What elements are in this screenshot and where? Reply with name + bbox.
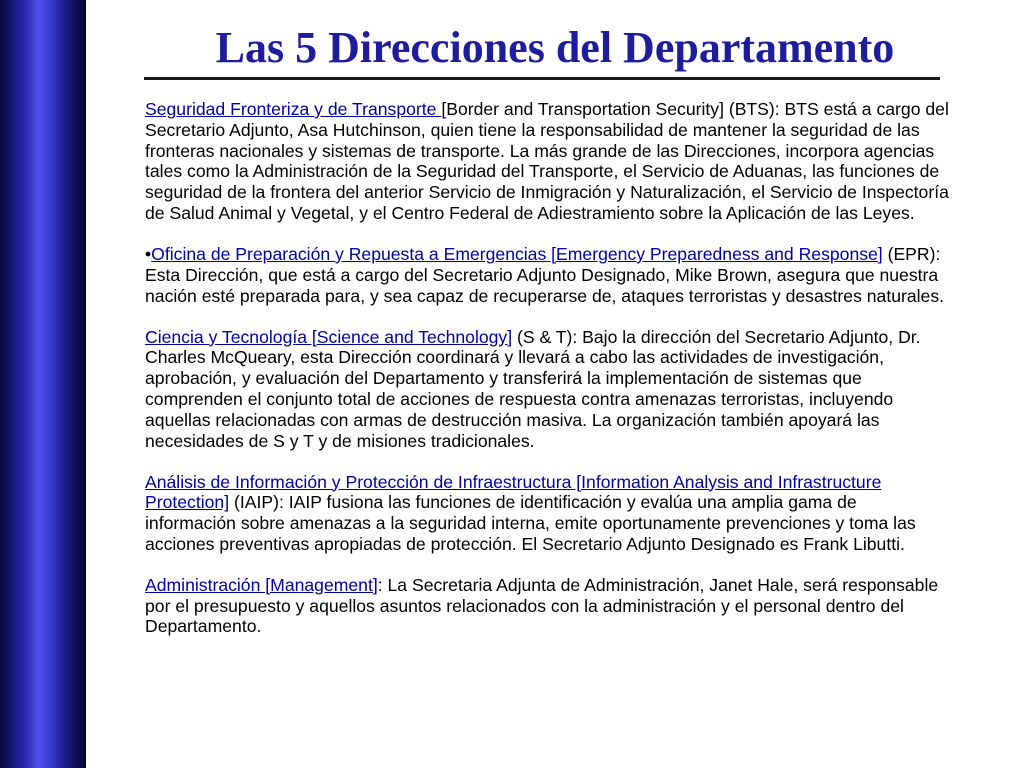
paragraph-bullet: • <box>145 243 152 264</box>
link-border-transportation-security[interactable]: Seguridad Fronteriza y de Transporte <box>145 99 442 119</box>
paragraph-bts <box>145 99 951 224</box>
link-science-technology[interactable]: Ciencia y Tecnología [Science and Technology] <box>145 326 513 347</box>
link-emergency-preparedness[interactable]: Oficina de Preparación y Repuesta a Emergencias [Emergency Preparedness and Response] <box>151 243 883 264</box>
paragraph-text: (S & T): Bajo la dirección del Secretario Adjunto, Dr. Charles McQueary, esta Dirección coordinará y llevará a cabo las actividades de investigación, aprobación, y evaluación del Departamento y transferirá la implementación de sistemas que comprenden el conjunto total de acciones de respuesta contra amenazas terroristas, incluyendo aquellas relacionadas con armas de destrucción masiva. La organización también apoyará las necesidades de S y T y de misiones tradicionales. <box>145 326 921 451</box>
paragraph-text: (EPR): Esta Dirección, que está a cargo del Secretario Adjunto Designado, Mike Brown, asegura que nuestra nación esté preparada para, y sea capaz de recuperarse de, ataques terroristas y desastres naturales. <box>145 243 945 306</box>
link-information-analysis[interactable]: Análisis de Información y Protección de Infraestructura [Information Analysis and Infrastructure Protection] <box>145 471 882 513</box>
title-underline <box>144 77 940 80</box>
paragraph-st <box>145 327 951 452</box>
paragraph-management <box>145 575 951 637</box>
paragraph-text: : La Secretaria Adjunta de Administración, Janet Hale, será responsable por el presupuesto y aquellos asuntos relacionados con la administración y el personal dentro del Departamento. <box>145 574 939 637</box>
paragraph-text: [Border and Transportation Security] (BTS): BTS está a cargo del Secretario Adjunto, Asa Hutchinson, quien tiene la responsabilidad de mantener la seguridad de las fronteras nacionales y sistemas de transporte. La más grande de las Direcciones, incorpora agencias tales como la Administración de la Seguridad del Transporte, el Servicio de Aduanas, las funciones de seguridad de la frontera del anterior Servicio de Inmigración y Naturalización, el Servicio de Inspectoría de Salud Animal y Vegetal, y el Centro Federal de Adiestramiento sobre la Aplicación de las Leyes. <box>145 99 949 223</box>
paragraph-iaip <box>145 472 951 555</box>
paragraph-text: (IAIP): IAIP fusiona las funciones de identificación y evalúa una amplia gama de información sobre amenazas a la seguridad interna, emite oportunamente prevenciones y toma las acciones preventivas apropiadas de protección. El Secretario Adjunto Designado es Frank Libutti. <box>145 492 916 554</box>
link-management[interactable]: Administración [Management] <box>145 574 378 595</box>
slide-title: Las 5 Direcciones del Departamento <box>215 23 895 72</box>
left-decorative-bar <box>0 0 86 768</box>
slide-body <box>145 99 951 637</box>
paragraph-epr <box>145 244 951 306</box>
